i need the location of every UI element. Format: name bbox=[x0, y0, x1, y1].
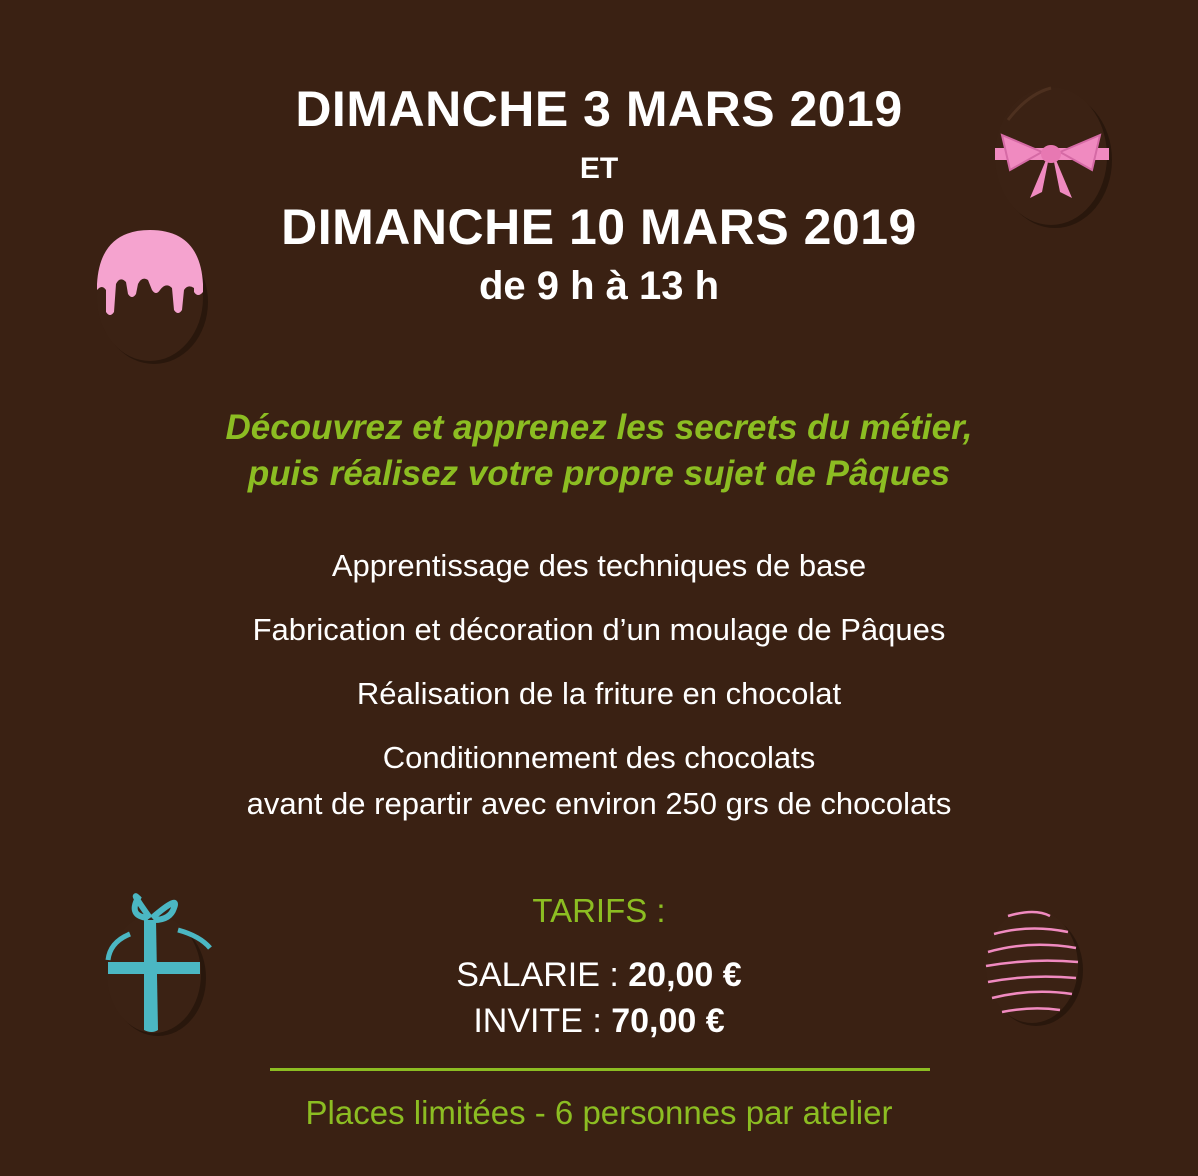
price-salarie-label: SALARIE : bbox=[456, 956, 629, 994]
teal-ribbon-egg-icon bbox=[100, 890, 220, 1040]
pink-bow-egg-icon bbox=[988, 80, 1118, 230]
program-item: avant de repartir avec environ 250 grs de chocolats bbox=[246, 786, 952, 821]
pricing-title: TARIFS : bbox=[532, 892, 666, 929]
price-salarie-value: 20,00 € bbox=[628, 956, 742, 994]
hours: de 9 h à 13 h bbox=[478, 264, 720, 308]
program-item: Apprentissage des techniques de base bbox=[331, 548, 867, 583]
divider bbox=[270, 1068, 930, 1071]
date-2: DIMANCHE 10 MARS 2019 bbox=[281, 199, 917, 255]
pink-icing-egg-icon bbox=[90, 222, 215, 367]
price-invite-label: INVITE : bbox=[473, 1002, 612, 1040]
date-1: DIMANCHE 3 MARS 2019 bbox=[295, 81, 903, 137]
conjunction: ET bbox=[579, 152, 619, 185]
tagline-line-1: Découvrez et apprenez les secrets du métier, bbox=[225, 408, 973, 447]
footer-note: Places limitées - 6 personnes par atelier bbox=[305, 1094, 893, 1131]
program-item: Réalisation de la friture en chocolat bbox=[356, 676, 842, 711]
pink-striped-egg-icon bbox=[980, 902, 1090, 1032]
program-item: Fabrication et décoration d’un moulage de Pâques bbox=[252, 612, 946, 647]
price-invite-value: 70,00 € bbox=[611, 1002, 725, 1040]
program-item: Conditionnement des chocolats bbox=[382, 740, 816, 775]
tagline-line-2: puis réalisez votre propre sujet de Pâques bbox=[247, 454, 951, 493]
